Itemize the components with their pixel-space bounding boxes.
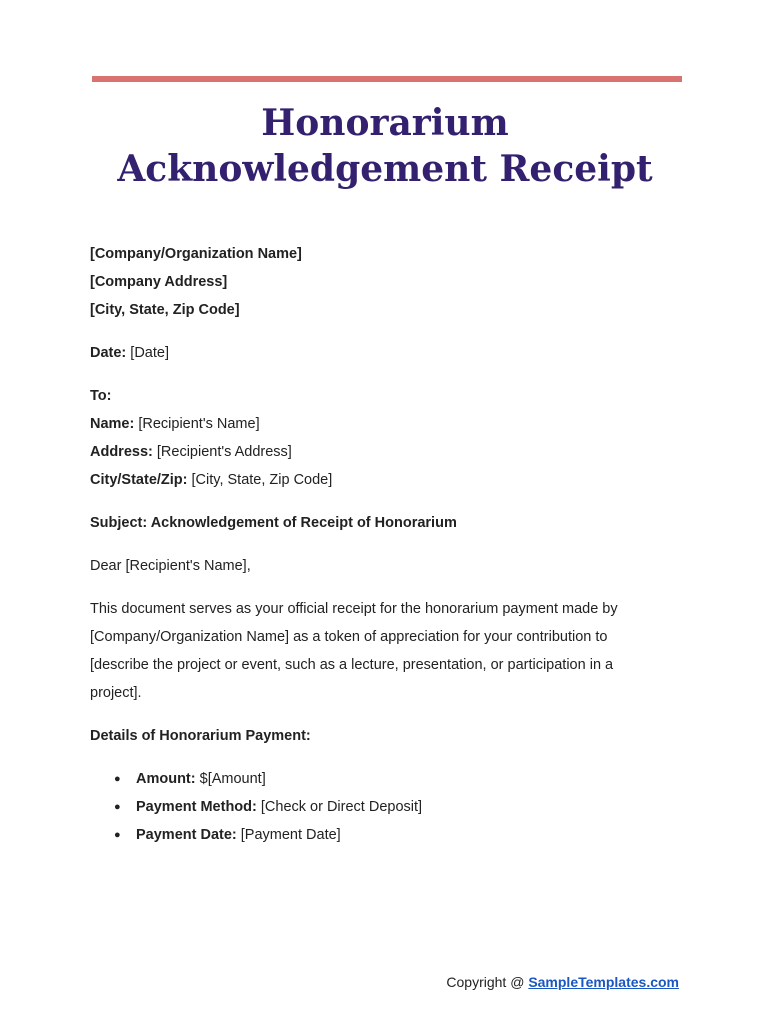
subject-line: Subject: Acknowledgement of Receipt of Honorarium <box>90 515 457 531</box>
payment-details-list <box>90 765 690 849</box>
bullet-icon: ● <box>114 801 121 813</box>
body-line: project]. <box>90 685 142 701</box>
body-line: [describe the project or event, such as a lecture, presentation, or participation in a <box>90 657 614 673</box>
body-paragraph <box>90 595 690 707</box>
recipient-name-value: [Recipient's Name] <box>138 416 260 432</box>
payment-date-value: [Payment Date] <box>240 827 341 843</box>
list-item-payment-date <box>90 821 690 849</box>
title-line-2: Acknowledgement Receipt <box>117 148 653 190</box>
list-item-payment-method <box>90 793 690 821</box>
recipient-name-label: Name: <box>90 416 135 432</box>
payment-method-label: Payment Method: <box>136 799 257 815</box>
salutation: Dear [Recipient's Name], <box>90 558 251 574</box>
recipient-address-label: Address: <box>90 444 153 460</box>
document-title <box>0 100 770 192</box>
copyright-text: Copyright @ <box>446 974 529 990</box>
to-label: To: <box>90 388 112 404</box>
document-body <box>90 240 690 849</box>
company-address: [Company Address] <box>90 274 228 290</box>
amount-value: $[Amount] <box>199 771 266 787</box>
payment-date-label: Payment Date: <box>136 827 237 843</box>
copyright-footer <box>446 972 679 992</box>
date-line <box>90 339 690 367</box>
header-accent-rule <box>92 76 682 82</box>
bullet-icon: ● <box>114 829 121 841</box>
payment-method-value: [Check or Direct Deposit] <box>260 799 423 815</box>
title-line-1: Honorarium <box>261 102 509 144</box>
recipient-city-label: City/State/Zip: <box>90 472 188 488</box>
recipient-city-line <box>90 466 690 494</box>
recipient-city-value: [City, State, Zip Code] <box>191 472 333 488</box>
details-heading: Details of Honorarium Payment: <box>90 728 311 744</box>
bullet-icon: ● <box>114 773 121 785</box>
company-name: [Company/Organization Name] <box>90 246 302 262</box>
recipient-address-value: [Recipient's Address] <box>156 444 292 460</box>
amount-label: Amount: <box>136 771 196 787</box>
company-city-state-zip: [City, State, Zip Code] <box>90 302 240 318</box>
recipient-address-line <box>90 438 690 466</box>
date-label: Date: <box>90 345 127 361</box>
recipient-name-line <box>90 410 690 438</box>
body-line: [Company/Organization Name] as a token of appreciation for your contribution to <box>90 629 608 645</box>
sampletemplates-link[interactable]: SampleTemplates.com <box>528 974 679 990</box>
list-item-amount <box>90 765 690 793</box>
date-value: [Date] <box>130 345 169 361</box>
body-line: This document serves as your official receipt for the honorarium payment made by <box>90 601 618 617</box>
